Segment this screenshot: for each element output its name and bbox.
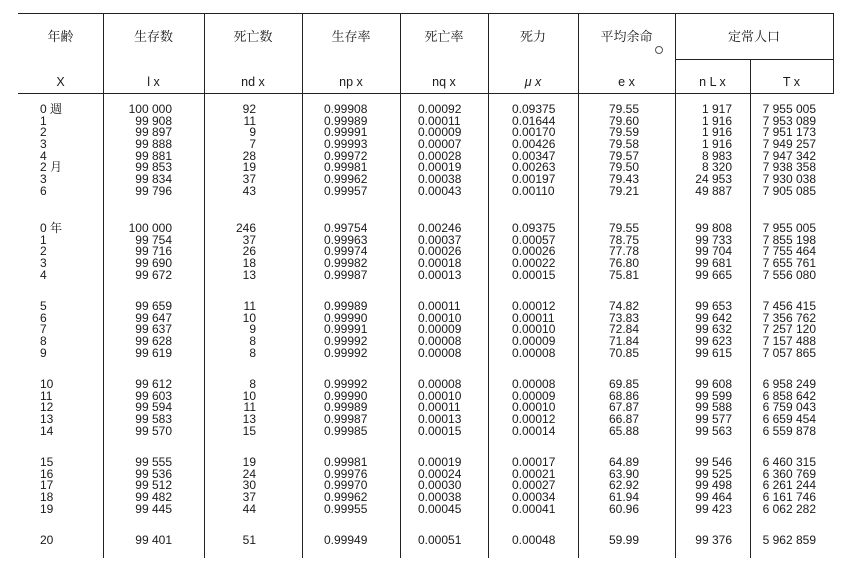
nLx-cell: 99 599	[695, 388, 732, 403]
symbol-Tx: T x	[782, 75, 801, 89]
survival-cell: 0.99976	[324, 466, 368, 481]
age-cell: 15	[40, 455, 54, 469]
symbol-age: X	[56, 75, 65, 89]
deaths-cell: 8	[249, 333, 256, 348]
Tx-cell: 7 257 120	[762, 322, 816, 337]
symbol-ex: e x	[618, 75, 635, 89]
force-cell: 0.00010	[512, 400, 556, 415]
deaths-cell: 7	[249, 136, 256, 151]
survival-cell: 0.99949	[324, 533, 368, 547]
col-divider-right	[833, 13, 834, 94]
force-cell: 0.00027	[512, 478, 556, 493]
survival-cell: 0.99992	[324, 377, 368, 391]
force-cell: 0.00009	[512, 333, 556, 348]
nLx-cell: 99 623	[695, 333, 732, 348]
force-cell: 0.00347	[512, 148, 556, 163]
survival-cell: 0.99908	[324, 102, 368, 116]
survivors-cell: 99 647	[135, 310, 172, 325]
header-life-expectancy: 平均余命	[600, 29, 653, 44]
survival-cell: 0.99990	[324, 310, 368, 325]
force-cell: 0.00197	[512, 171, 556, 186]
deaths-cell: 8	[249, 345, 256, 360]
survivors-cell: 99 594	[135, 400, 172, 415]
expectancy-cell: 73.83	[609, 310, 640, 325]
deaths-cell: 28	[242, 148, 256, 163]
survivors-cell: 99 482	[135, 489, 172, 504]
survivors-cell: 99 659	[135, 299, 172, 313]
age-cell: 9	[40, 345, 47, 360]
Tx-cell: 7 356 762	[762, 310, 816, 325]
nLx-cell: 99 733	[695, 232, 732, 247]
survival-cell: 0.99993	[324, 136, 368, 151]
force-cell: 0.00021	[512, 466, 556, 481]
mortality-cell: 0.00013	[418, 411, 462, 426]
mortality-cell: 0.00008	[418, 345, 462, 360]
survival-cell: 0.99989	[324, 400, 368, 415]
survival-cell: 0.99957	[324, 183, 368, 198]
force-cell: 0.00015	[512, 267, 556, 282]
deaths-cell: 26	[242, 244, 256, 259]
nLx-cell: 99 546	[695, 455, 732, 469]
nLx-cell: 99 376	[695, 533, 732, 547]
Tx-cell: 6 460 315	[762, 455, 816, 469]
survivors-cell: 99 834	[135, 171, 172, 186]
survival-cell: 0.99955	[324, 501, 368, 516]
top-rule	[18, 13, 833, 14]
nLx-cell: 99 563	[695, 423, 732, 438]
Tx-cell: 7 157 488	[762, 333, 816, 348]
expectancy-cell: 69.85	[609, 377, 640, 391]
deaths-cell: 11	[243, 299, 256, 313]
survival-cell: 0.99974	[324, 244, 368, 259]
age-cell: 13	[40, 411, 54, 426]
age-cell: 16	[40, 466, 54, 481]
table-row	[0, 185, 851, 197]
deaths-cell: 24	[242, 466, 256, 481]
mortality-cell: 0.00019	[418, 455, 462, 469]
deaths-cell: 44	[242, 501, 256, 516]
age-cell: 10	[40, 377, 54, 391]
deaths-cell: 13	[242, 411, 256, 426]
force-cell: 0.00014	[512, 423, 556, 438]
expectancy-cell: 64.89	[609, 455, 640, 469]
expectancy-cell: 72.84	[609, 322, 640, 337]
expectancy-cell: 71.84	[609, 333, 640, 348]
survival-cell: 0.99989	[324, 299, 368, 313]
force-cell: 0.00170	[512, 125, 556, 140]
survivors-cell: 99 672	[135, 267, 172, 282]
age-cell: 12	[40, 400, 54, 415]
mortality-cell: 0.00030	[418, 478, 462, 493]
Tx-cell: 7 955 005	[762, 221, 816, 235]
mortality-cell: 0.00092	[418, 102, 462, 116]
deaths-cell: 51	[242, 533, 256, 547]
expectancy-cell: 77.78	[609, 244, 640, 259]
expectancy-cell: 79.21	[609, 183, 640, 198]
survivors-cell: 99 908	[135, 113, 172, 128]
mortality-cell: 0.00019	[418, 160, 462, 175]
mortality-cell: 0.00011	[418, 299, 461, 313]
age-cell: 3	[40, 255, 47, 270]
mortality-cell: 0.00015	[418, 423, 462, 438]
survival-cell: 0.99991	[324, 322, 368, 337]
Tx-cell: 7 947 342	[762, 148, 816, 163]
survivors-cell: 100 000	[128, 221, 172, 235]
deaths-cell: 92	[242, 102, 256, 116]
Tx-cell: 7 938 358	[762, 160, 816, 175]
expectancy-cell: 76.80	[609, 255, 640, 270]
force-cell: 0.00012	[512, 299, 556, 313]
age-cell: 5	[40, 299, 47, 313]
Tx-cell: 6 659 454	[762, 411, 816, 426]
age-cell: 17	[40, 478, 54, 493]
Tx-cell: 7 953 089	[762, 113, 816, 128]
survival-cell: 0.99992	[324, 345, 368, 360]
survivors-cell: 99 512	[135, 478, 172, 493]
survival-cell: 0.99990	[324, 388, 368, 403]
deaths-cell: 18	[242, 255, 256, 270]
nLx-cell: 99 525	[695, 466, 732, 481]
survivors-cell: 99 716	[135, 244, 172, 259]
Tx-cell: 6 161 746	[762, 489, 816, 504]
force-cell: 0.00426	[512, 136, 556, 151]
age-cell: 1	[40, 113, 47, 128]
mortality-cell: 0.00043	[418, 183, 462, 198]
nLx-cell: 99 464	[695, 489, 732, 504]
Tx-cell: 7 755 464	[762, 244, 816, 259]
force-cell: 0.00110	[512, 183, 555, 198]
Tx-cell: 6 261 244	[762, 478, 816, 493]
expectancy-cell: 79.55	[609, 102, 640, 116]
nLx-cell: 99 681	[695, 255, 732, 270]
force-cell: 0.09375	[512, 221, 556, 235]
mortality-cell: 0.00010	[418, 388, 462, 403]
survivors-cell: 99 881	[135, 148, 172, 163]
age-cell: 4	[40, 148, 47, 163]
survival-cell: 0.99989	[324, 113, 368, 128]
force-cell: 0.00048	[512, 533, 556, 547]
expectancy-cell: 79.59	[609, 125, 640, 140]
age-cell: 3	[40, 136, 47, 151]
survival-cell: 0.99962	[324, 489, 368, 504]
stationary-underline	[675, 59, 833, 60]
expectancy-cell: 79.43	[609, 171, 640, 186]
force-cell: 0.01644	[512, 113, 556, 128]
force-cell: 0.00009	[512, 388, 556, 403]
deaths-cell: 37	[242, 489, 256, 504]
deaths-cell: 37	[242, 232, 256, 247]
survivors-cell: 99 690	[135, 255, 172, 270]
survivors-cell: 99 796	[135, 183, 172, 198]
survival-cell: 0.99987	[324, 267, 368, 282]
age-cell: 6	[40, 183, 47, 198]
nLx-cell: 8 320	[701, 160, 732, 175]
expectancy-cell: 74.82	[609, 299, 640, 313]
table-row	[0, 347, 851, 359]
deaths-cell: 11	[243, 113, 256, 128]
expectancy-cell: 67.87	[609, 400, 640, 415]
deaths-cell: 13	[242, 267, 256, 282]
mortality-cell: 0.00011	[418, 400, 461, 415]
age-cell: 6	[40, 310, 47, 325]
Tx-cell: 6 759 043	[762, 400, 816, 415]
age-cell: 4	[40, 267, 47, 282]
mortality-cell: 0.00024	[418, 466, 462, 481]
expectancy-cell: 79.55	[609, 221, 640, 235]
expectancy-cell: 75.81	[609, 267, 640, 282]
Tx-cell: 6 559 878	[762, 423, 816, 438]
Tx-cell: 7 949 257	[762, 136, 816, 151]
survivors-cell: 99 619	[135, 345, 172, 360]
survival-cell: 0.99754	[324, 221, 368, 235]
header-stationary-population: 定常人口	[727, 29, 780, 44]
Tx-cell: 6 958 249	[762, 377, 816, 391]
force-cell: 0.00010	[512, 322, 556, 337]
Tx-cell: 6 360 769	[762, 466, 816, 481]
deaths-cell: 11	[243, 400, 256, 415]
expectancy-cell: 60.96	[609, 501, 640, 516]
force-cell: 0.00057	[512, 232, 556, 247]
deaths-cell: 10	[242, 388, 256, 403]
nLx-cell: 99 577	[695, 411, 732, 426]
deaths-cell: 15	[242, 423, 256, 438]
survival-cell: 0.99992	[324, 333, 368, 348]
symbol-ndx: nd x	[241, 75, 265, 89]
age-cell: 2	[40, 125, 47, 140]
survivors-cell: 99 583	[135, 411, 172, 426]
survivors-cell: 99 888	[135, 136, 172, 151]
survivors-cell: 99 897	[135, 125, 172, 140]
survivors-cell: 99 853	[135, 160, 172, 175]
force-cell: 0.00263	[512, 160, 556, 175]
nLx-cell: 99 808	[695, 221, 732, 235]
Tx-cell: 7 951 173	[762, 125, 816, 140]
age-cell: 20	[40, 533, 54, 547]
symbol-nqx: nq x	[432, 75, 456, 89]
mortality-cell: 0.00038	[418, 489, 462, 504]
deaths-cell: 37	[242, 171, 256, 186]
deaths-cell: 8	[249, 377, 256, 391]
table-row	[0, 503, 851, 515]
mortality-cell: 0.00246	[418, 221, 462, 235]
survivors-cell: 99 445	[135, 501, 172, 516]
nLx-cell: 8 983	[701, 148, 732, 163]
force-cell: 0.09375	[512, 102, 556, 116]
survival-cell: 0.99972	[324, 148, 368, 163]
header-survivors: 生存数	[133, 29, 173, 44]
nLx-cell: 24 953	[695, 171, 732, 186]
survival-cell: 0.99970	[324, 478, 368, 493]
header-survival-rate: 生存率	[331, 29, 371, 44]
table-row	[0, 534, 851, 546]
mortality-cell: 0.00007	[418, 136, 462, 151]
mortality-cell: 0.00037	[418, 232, 462, 247]
Tx-cell: 7 655 761	[762, 255, 816, 270]
age-cell: 2 月	[40, 160, 63, 175]
symbol-nLx: n L x	[699, 75, 726, 89]
age-cell: 0 週	[40, 102, 63, 116]
deaths-cell: 43	[242, 183, 256, 198]
mortality-cell: 0.00009	[418, 322, 462, 337]
deaths-cell: 9	[249, 322, 256, 337]
header-age: 年齢	[47, 29, 74, 44]
survivors-cell: 99 536	[135, 466, 172, 481]
age-cell: 11	[40, 388, 53, 403]
deaths-cell: 10	[242, 310, 256, 325]
nLx-cell: 99 615	[695, 345, 732, 360]
mortality-cell: 0.00028	[418, 148, 462, 163]
survivors-cell: 99 401	[135, 533, 172, 547]
nLx-cell: 99 498	[695, 478, 732, 493]
expectancy-cell: 63.90	[609, 466, 640, 481]
survival-cell: 0.99985	[324, 423, 368, 438]
symbol-npx: np x	[339, 75, 363, 89]
age-cell: 1	[40, 232, 47, 247]
mortality-cell: 0.00038	[418, 171, 462, 186]
header-deaths: 死亡数	[233, 29, 273, 44]
circle-mark-icon	[655, 46, 663, 54]
Tx-cell: 5 962 859	[762, 533, 816, 547]
survival-cell: 0.99981	[324, 455, 368, 469]
nLx-cell: 99 608	[695, 377, 732, 391]
header-force-of-mortality: 死力	[519, 29, 546, 44]
mortality-cell: 0.00009	[418, 125, 462, 140]
header-bottom-rule	[18, 93, 833, 94]
nLx-cell: 99 665	[695, 267, 732, 282]
deaths-cell: 9	[249, 125, 256, 140]
expectancy-cell: 66.87	[609, 411, 640, 426]
symbol-lx: l x	[147, 75, 160, 89]
survivors-cell: 99 555	[135, 455, 172, 469]
survivors-cell: 100 000	[128, 102, 172, 116]
expectancy-cell: 70.85	[609, 345, 640, 360]
Tx-cell: 7 955 005	[762, 102, 816, 116]
survival-cell: 0.99962	[324, 171, 368, 186]
age-cell: 19	[40, 501, 54, 516]
survival-cell: 0.99987	[324, 411, 368, 426]
mortality-cell: 0.00051	[418, 533, 462, 547]
Tx-cell: 6 062 282	[762, 501, 816, 516]
age-cell: 18	[40, 489, 54, 504]
nLx-cell: 99 704	[695, 244, 732, 259]
force-cell: 0.00011	[512, 310, 555, 325]
survivors-cell: 99 570	[135, 423, 172, 438]
force-cell: 0.00008	[512, 345, 556, 360]
Tx-cell: 6 858 642	[762, 388, 816, 403]
survival-cell: 0.99981	[324, 160, 368, 175]
nLx-cell: 1 917	[701, 102, 732, 116]
survival-cell: 0.99991	[324, 125, 368, 140]
expectancy-cell: 79.60	[609, 113, 640, 128]
Tx-cell: 7 855 198	[762, 232, 816, 247]
Tx-cell: 7 556 080	[762, 267, 816, 282]
expectancy-cell: 79.57	[609, 148, 640, 163]
nLx-cell: 99 423	[695, 501, 732, 516]
survivors-cell: 99 612	[135, 377, 172, 391]
mortality-cell: 0.00008	[418, 377, 462, 391]
survivors-cell: 99 603	[135, 388, 172, 403]
age-cell: 7	[40, 322, 47, 337]
force-cell: 0.00034	[512, 489, 556, 504]
expectancy-cell: 79.58	[609, 136, 640, 151]
force-cell: 0.00012	[512, 411, 556, 426]
age-cell: 3	[40, 171, 47, 186]
force-cell: 0.00041	[512, 501, 556, 516]
mortality-cell: 0.00008	[418, 333, 462, 348]
survival-cell: 0.99963	[324, 232, 368, 247]
age-cell: 2	[40, 244, 47, 259]
survivors-cell: 99 637	[135, 322, 172, 337]
force-cell: 0.00008	[512, 377, 556, 391]
survivors-cell: 99 754	[135, 232, 172, 247]
nLx-cell: 99 653	[695, 299, 732, 313]
table-row	[0, 269, 851, 281]
nLx-cell: 49 887	[695, 183, 732, 198]
force-cell: 0.00017	[512, 455, 556, 469]
Tx-cell: 7 905 085	[762, 183, 816, 198]
force-cell: 0.00026	[512, 244, 556, 259]
survival-cell: 0.99982	[324, 255, 368, 270]
expectancy-cell: 65.88	[609, 423, 640, 438]
age-cell: 8	[40, 333, 47, 348]
mortality-cell: 0.00011	[418, 113, 461, 128]
deaths-cell: 19	[242, 160, 256, 175]
nLx-cell: 99 632	[695, 322, 732, 337]
Tx-cell: 7 456 415	[762, 299, 816, 313]
nLx-cell: 1 916	[701, 125, 732, 140]
Tx-cell: 7 930 038	[762, 171, 816, 186]
header-mortality-rate: 死亡率	[424, 29, 464, 44]
expectancy-cell: 61.94	[609, 489, 640, 504]
nLx-cell: 99 588	[695, 400, 732, 415]
age-cell: 14	[40, 423, 54, 438]
mortality-cell: 0.00018	[418, 255, 462, 270]
deaths-cell: 30	[242, 478, 256, 493]
mortality-cell: 0.00026	[418, 244, 462, 259]
survivors-cell: 99 628	[135, 333, 172, 348]
nLx-cell: 1 916	[701, 136, 732, 151]
table-row	[0, 425, 851, 437]
symbol-mux: μ x	[524, 75, 542, 89]
Tx-cell: 7 057 865	[762, 345, 816, 360]
expectancy-cell: 68.86	[609, 388, 640, 403]
mortality-cell: 0.00045	[418, 501, 462, 516]
age-cell: 0 年	[40, 221, 63, 235]
expectancy-cell: 79.50	[609, 160, 640, 175]
nLx-cell: 1 916	[701, 113, 732, 128]
nLx-cell: 99 642	[695, 310, 732, 325]
expectancy-cell: 78.75	[609, 232, 640, 247]
mortality-cell: 0.00010	[418, 310, 462, 325]
expectancy-cell: 59.99	[609, 533, 640, 547]
deaths-cell: 246	[235, 221, 256, 235]
mortality-cell: 0.00013	[418, 267, 462, 282]
force-cell: 0.00022	[512, 255, 556, 270]
deaths-cell: 19	[242, 455, 256, 469]
expectancy-cell: 62.92	[609, 478, 640, 493]
